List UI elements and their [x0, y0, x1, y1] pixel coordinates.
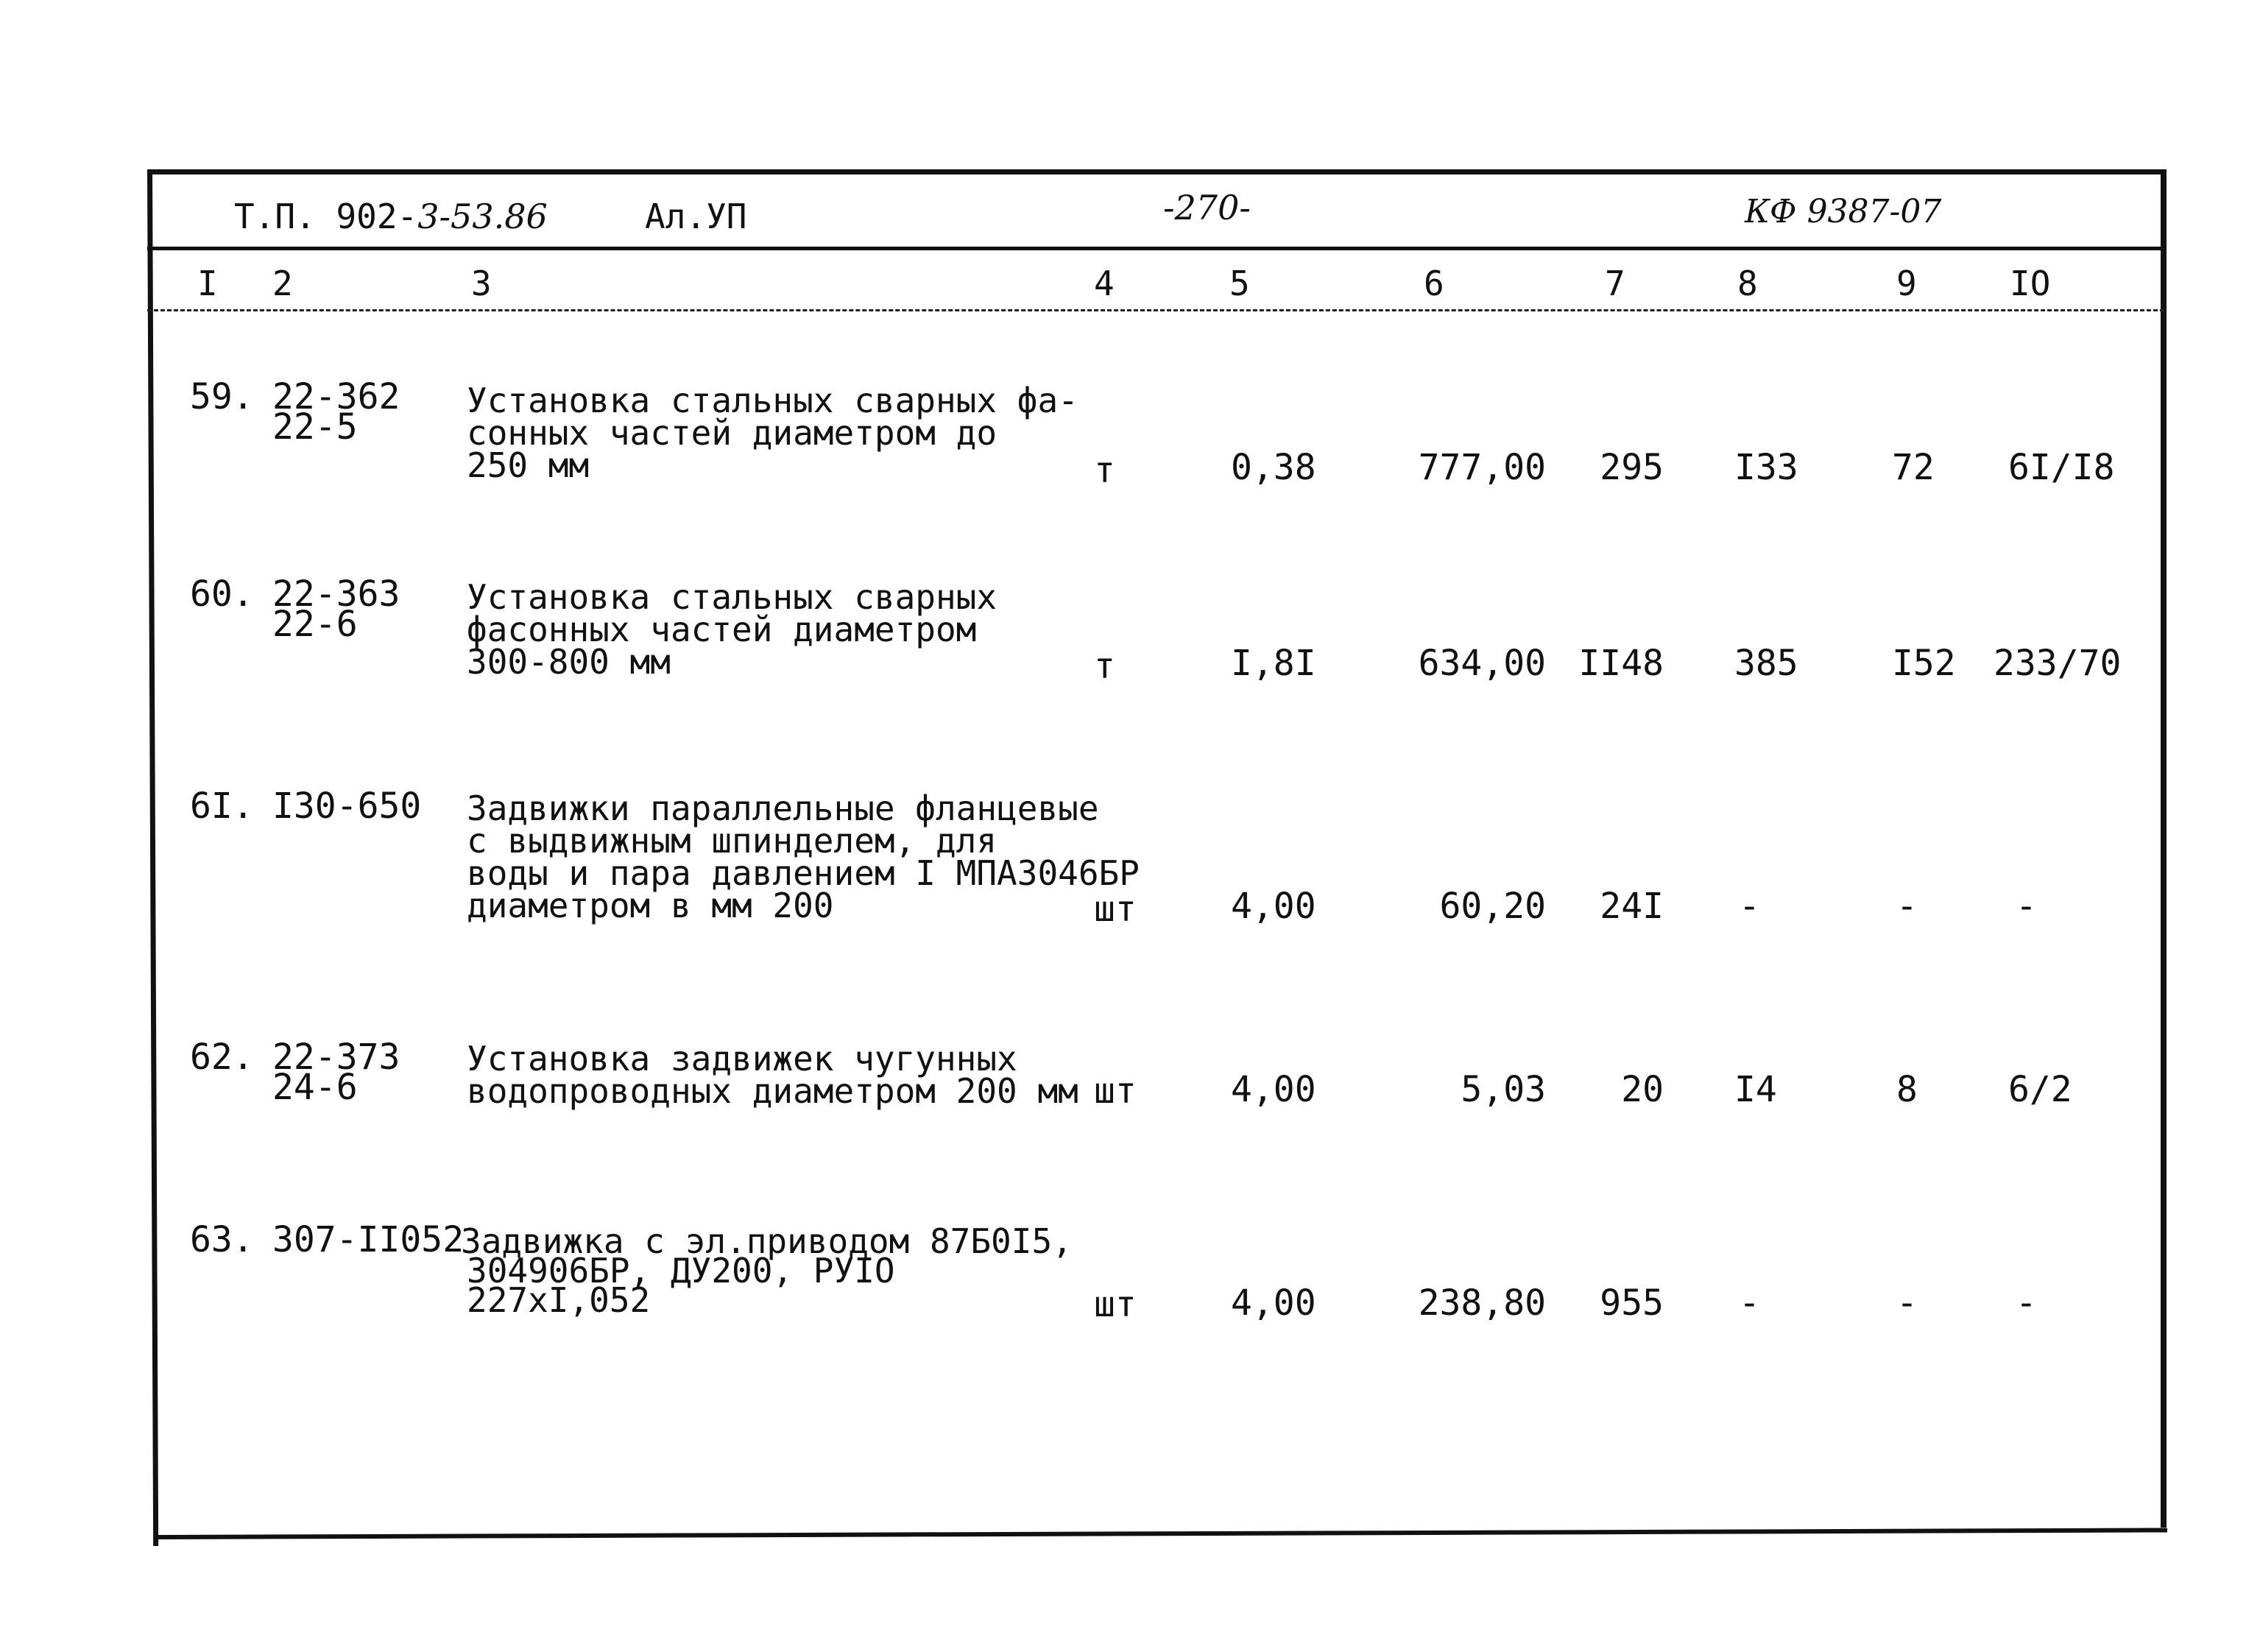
- row-code-line: 307-II052: [272, 1219, 465, 1260]
- column-header-divider: [147, 309, 2164, 311]
- row-description-line: сонных частей диаметром до: [467, 413, 997, 453]
- row-description-line: Задвижка с эл.приводом 87Б0I5,: [461, 1221, 1073, 1261]
- row-total: 24I: [1600, 886, 1664, 927]
- column-header-6: 6: [1424, 264, 1444, 303]
- row-description-line: Задвижки параллельные фланцевые: [467, 788, 1099, 828]
- row-description-line: фасонных частей диаметром: [467, 610, 977, 649]
- doc-number: [234, 197, 548, 236]
- row-description-line: с выдвижным шпинделем, для: [467, 821, 997, 861]
- row-col10: -: [2016, 886, 2037, 927]
- row-description-line: 227хI,052: [467, 1280, 651, 1320]
- row-col9: -: [1896, 886, 1918, 927]
- row-description-line: 300-800 мм: [467, 642, 671, 682]
- row-col10: 6I/I8: [2008, 447, 2115, 488]
- row-number: 62.: [190, 1037, 254, 1078]
- row-quantity: 4,00: [1231, 1069, 1316, 1110]
- frame-border-right: [2161, 169, 2167, 1528]
- doc-number-prefix: Т.П. 902-: [234, 197, 418, 236]
- row-code-line: 22-5: [272, 406, 358, 448]
- row-total: 955: [1600, 1282, 1664, 1324]
- row-description-line: водопроводных диаметром 200 мм: [467, 1071, 1078, 1111]
- row-unit: шт: [1094, 1284, 1137, 1325]
- row-code-line: 24-6: [272, 1067, 358, 1108]
- row-code-line: 22-6: [272, 604, 358, 645]
- row-description-line: Установка стальных сварных: [467, 577, 997, 617]
- document-sheet: [147, 169, 2186, 1539]
- row-code-line: 22-373: [272, 1037, 400, 1078]
- column-header-2: 2: [272, 264, 293, 303]
- column-header-3: 3: [471, 264, 492, 303]
- row-description-line: диаметром в мм 200: [467, 886, 834, 925]
- row-description-line: воды и пара давлением I МПА3046БР: [467, 853, 1140, 893]
- row-col9: I52: [1892, 643, 1956, 684]
- album-label: Ал.УП: [645, 197, 747, 236]
- column-header-7: 7: [1605, 264, 1625, 303]
- row-number: 60.: [190, 573, 254, 615]
- row-quantity: 4,00: [1231, 1282, 1316, 1324]
- row-quantity: 4,00: [1231, 886, 1316, 927]
- row-col8: -: [1739, 1282, 1760, 1324]
- frame-border-left: [147, 169, 158, 1546]
- row-unit-price: 5,03: [1461, 1069, 1546, 1110]
- row-col8: -: [1739, 886, 1760, 927]
- sheet-code: КФ 9387-07: [1745, 193, 1942, 230]
- row-description-line: 304906БР, ДУ200, РУIО: [467, 1251, 895, 1291]
- row-col10: 6/2: [2008, 1069, 2072, 1110]
- row-col10: -: [2016, 1282, 2037, 1324]
- row-col9: 72: [1892, 447, 1935, 488]
- row-number: 6I.: [190, 786, 254, 827]
- header-divider: [147, 247, 2164, 250]
- row-col8: I33: [1734, 447, 1798, 488]
- column-header-9: 9: [1896, 264, 1917, 303]
- row-code-line: 22-362: [272, 376, 400, 417]
- row-unit: т: [1094, 450, 1115, 491]
- row-number: 63.: [190, 1219, 254, 1260]
- row-description-line: 250 мм: [467, 445, 590, 485]
- row-col10: 233/70: [1994, 643, 2122, 684]
- row-col9: 8: [1896, 1069, 1918, 1110]
- row-description-line: Установка стальных сварных фа-: [467, 381, 1078, 420]
- row-code-line: 22-363: [272, 573, 400, 615]
- row-description-line: Установка задвижек чугунных: [467, 1039, 1017, 1079]
- column-header-5: 5: [1229, 264, 1250, 303]
- row-total: II48: [1578, 643, 1664, 684]
- row-unit-price: 634,00: [1418, 643, 1546, 684]
- row-unit-price: 238,80: [1418, 1282, 1546, 1324]
- row-unit-price: 60,20: [1439, 886, 1546, 927]
- row-code-line: I30-650: [272, 786, 422, 827]
- row-quantity: I,8I: [1231, 643, 1316, 684]
- page-number: -270-: [1163, 188, 1251, 227]
- row-col8: 385: [1734, 643, 1798, 684]
- row-number: 59.: [190, 376, 254, 417]
- row-total: 295: [1600, 447, 1664, 488]
- column-header-4: 4: [1094, 264, 1115, 303]
- row-unit-price: 777,00: [1418, 447, 1546, 488]
- doc-number-handwritten: 3-53.86: [417, 197, 548, 236]
- row-unit: т: [1094, 646, 1115, 687]
- frame-border-top: [147, 169, 2164, 174]
- column-header-10: IO: [2010, 264, 2051, 303]
- frame-border-bottom: [158, 1528, 2167, 1539]
- row-col8: I4: [1734, 1069, 1777, 1110]
- row-quantity: 0,38: [1231, 447, 1316, 488]
- column-header-8: 8: [1737, 264, 1758, 303]
- row-col9: -: [1896, 1282, 1918, 1324]
- row-unit: шт: [1094, 1070, 1137, 1112]
- row-total: 20: [1621, 1069, 1664, 1110]
- column-header-1: I: [197, 264, 218, 303]
- row-unit: шт: [1094, 889, 1137, 930]
